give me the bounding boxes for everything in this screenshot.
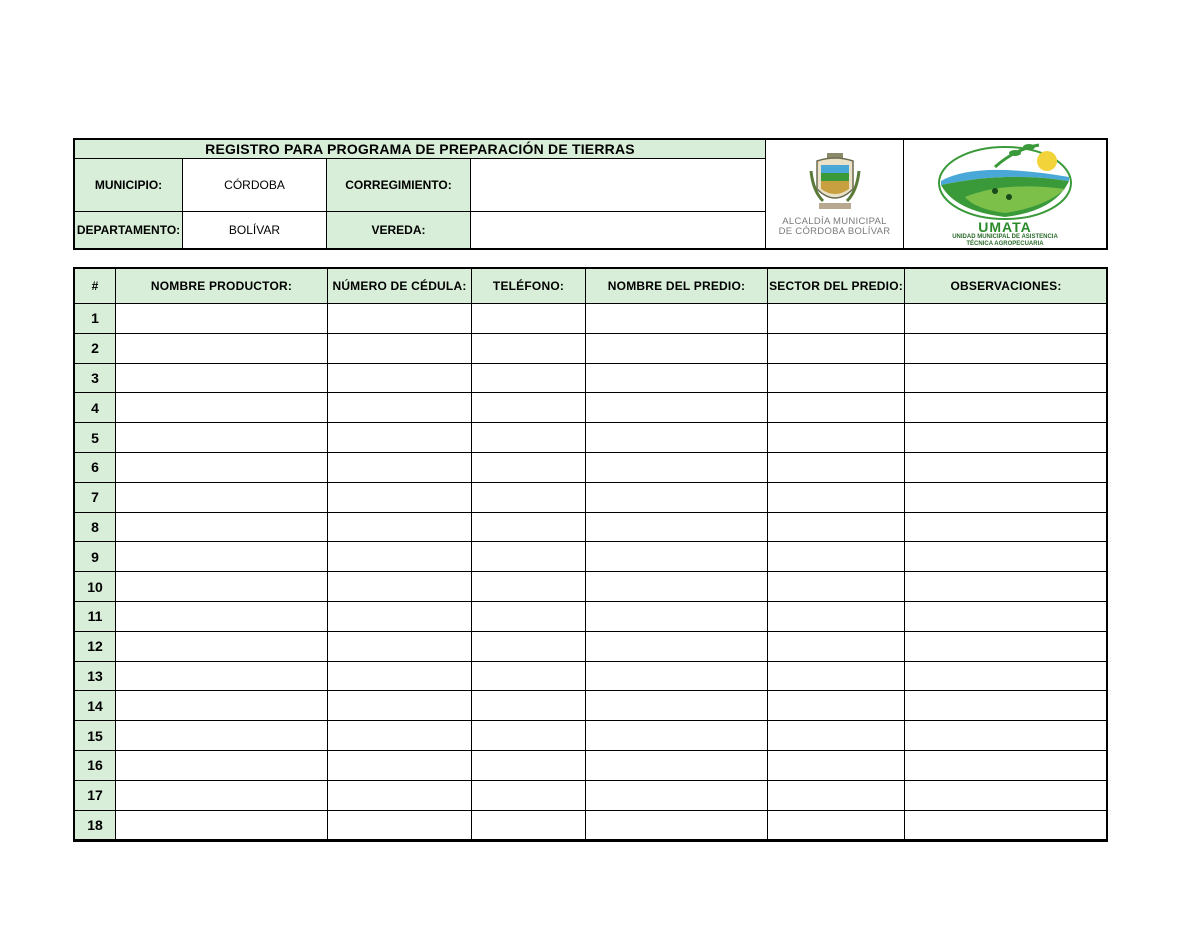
cell-property-sector[interactable] bbox=[768, 363, 905, 393]
cell-property-sector[interactable] bbox=[768, 780, 905, 810]
cell-phone[interactable] bbox=[472, 393, 586, 423]
cell-id-number[interactable] bbox=[328, 631, 472, 661]
cell-property-name[interactable] bbox=[586, 542, 768, 572]
cell-producer-name[interactable] bbox=[116, 542, 328, 572]
cell-property-name[interactable] bbox=[586, 810, 768, 840]
table-row bbox=[75, 452, 1108, 482]
row-number: 8 bbox=[75, 512, 116, 542]
cell-producer-name[interactable] bbox=[116, 512, 328, 542]
cell-property-name[interactable] bbox=[586, 512, 768, 542]
row-number: 11 bbox=[75, 601, 116, 631]
column-header-id-number: NÚMERO DE CÉDULA: bbox=[328, 269, 472, 304]
cell-observations[interactable] bbox=[905, 631, 1108, 661]
cell-phone[interactable] bbox=[472, 333, 586, 363]
cell-property-name[interactable] bbox=[586, 750, 768, 780]
cell-property-name[interactable] bbox=[586, 363, 768, 393]
table-row bbox=[75, 363, 1108, 393]
column-header-phone: TELÉFONO: bbox=[472, 269, 586, 304]
cell-observations[interactable] bbox=[905, 482, 1108, 512]
row-number: 15 bbox=[75, 721, 116, 751]
table-row bbox=[75, 423, 1108, 453]
table-row bbox=[75, 631, 1108, 661]
cell-property-sector[interactable] bbox=[768, 691, 905, 721]
row-number: 9 bbox=[75, 542, 116, 572]
departamento-label: DEPARTAMENTO: bbox=[74, 211, 183, 249]
cell-id-number[interactable] bbox=[328, 780, 472, 810]
cell-id-number[interactable] bbox=[328, 304, 472, 334]
cell-phone[interactable] bbox=[472, 304, 586, 334]
cell-id-number[interactable] bbox=[328, 512, 472, 542]
cell-observations[interactable] bbox=[905, 423, 1108, 453]
cell-observations[interactable] bbox=[905, 363, 1108, 393]
cell-producer-name[interactable] bbox=[116, 482, 328, 512]
row-number: 17 bbox=[75, 780, 116, 810]
row-number: 10 bbox=[75, 572, 116, 602]
cell-phone[interactable] bbox=[472, 363, 586, 393]
cell-phone[interactable] bbox=[472, 810, 586, 840]
cell-phone[interactable] bbox=[472, 721, 586, 751]
cell-property-sector[interactable] bbox=[768, 601, 905, 631]
table-row bbox=[75, 601, 1108, 631]
cell-id-number[interactable] bbox=[328, 452, 472, 482]
cell-producer-name[interactable] bbox=[116, 631, 328, 661]
departamento-value[interactable]: BOLÍVAR bbox=[182, 211, 327, 249]
alcaldia-logo-cell bbox=[765, 139, 904, 249]
cell-producer-name[interactable] bbox=[116, 601, 328, 631]
cell-property-name[interactable] bbox=[586, 601, 768, 631]
column-header-property-sector: SECTOR DEL PREDIO: bbox=[768, 269, 905, 304]
cell-observations[interactable] bbox=[905, 691, 1108, 721]
cell-phone[interactable] bbox=[472, 452, 586, 482]
corregimiento-label: CORREGIMIENTO: bbox=[326, 158, 471, 212]
table-row bbox=[75, 661, 1108, 691]
cell-id-number[interactable] bbox=[328, 333, 472, 363]
cell-property-sector[interactable] bbox=[768, 572, 905, 602]
cell-id-number[interactable] bbox=[328, 601, 472, 631]
cell-id-number[interactable] bbox=[328, 423, 472, 453]
row-number: 1 bbox=[75, 304, 116, 334]
cell-producer-name[interactable] bbox=[116, 572, 328, 602]
cell-property-name[interactable] bbox=[586, 482, 768, 512]
cell-property-sector[interactable] bbox=[768, 393, 905, 423]
column-header-observations: OBSERVACIONES: bbox=[905, 269, 1108, 304]
cell-producer-name[interactable] bbox=[116, 452, 328, 482]
alcaldia-logo-line1: ALCALDÍA MUNICIPAL bbox=[782, 216, 887, 227]
cell-observations[interactable] bbox=[905, 393, 1108, 423]
cell-observations[interactable] bbox=[905, 512, 1108, 542]
cell-observations[interactable] bbox=[905, 542, 1108, 572]
cell-id-number[interactable] bbox=[328, 810, 472, 840]
umata-logo-cell bbox=[903, 139, 1107, 249]
cell-property-name[interactable] bbox=[586, 333, 768, 363]
cell-observations[interactable] bbox=[905, 661, 1108, 691]
cell-observations[interactable] bbox=[905, 721, 1108, 751]
column-header-property-name: NOMBRE DEL PREDIO: bbox=[586, 269, 768, 304]
cell-producer-name[interactable] bbox=[116, 304, 328, 334]
cell-property-sector[interactable] bbox=[768, 423, 905, 453]
cell-id-number[interactable] bbox=[328, 572, 472, 602]
umata-logo-icon bbox=[935, 141, 1075, 221]
cell-producer-name[interactable] bbox=[116, 363, 328, 393]
umata-sub2: TÉCNICA AGROPECUARIA bbox=[966, 240, 1044, 247]
cell-id-number[interactable] bbox=[328, 363, 472, 393]
cell-property-sector[interactable] bbox=[768, 631, 905, 661]
cell-phone[interactable] bbox=[472, 542, 586, 572]
cell-observations[interactable] bbox=[905, 810, 1108, 840]
cell-property-name[interactable] bbox=[586, 304, 768, 334]
cell-property-name[interactable] bbox=[586, 423, 768, 453]
cell-observations[interactable] bbox=[905, 304, 1108, 334]
column-header-producer-name: NOMBRE PRODUCTOR: bbox=[116, 269, 328, 304]
cell-property-sector[interactable] bbox=[768, 542, 905, 572]
cell-phone[interactable] bbox=[472, 750, 586, 780]
cell-observations[interactable] bbox=[905, 333, 1108, 363]
cell-phone[interactable] bbox=[472, 423, 586, 453]
cell-property-name[interactable] bbox=[586, 572, 768, 602]
cell-property-sector[interactable] bbox=[768, 661, 905, 691]
cell-phone[interactable] bbox=[472, 512, 586, 542]
row-number: 3 bbox=[75, 363, 116, 393]
cell-observations[interactable] bbox=[905, 780, 1108, 810]
table-row bbox=[75, 750, 1108, 780]
cell-phone[interactable] bbox=[472, 601, 586, 631]
cell-producer-name[interactable] bbox=[116, 750, 328, 780]
row-number: 12 bbox=[75, 631, 116, 661]
cell-id-number[interactable] bbox=[328, 393, 472, 423]
table-row bbox=[75, 333, 1108, 363]
cell-producer-name[interactable] bbox=[116, 691, 328, 721]
cell-property-name[interactable] bbox=[586, 661, 768, 691]
cell-observations[interactable] bbox=[905, 452, 1108, 482]
row-number: 2 bbox=[75, 333, 116, 363]
table-header-row bbox=[75, 269, 1108, 304]
row-number: 7 bbox=[75, 482, 116, 512]
cell-property-name[interactable] bbox=[586, 631, 768, 661]
cell-phone[interactable] bbox=[472, 572, 586, 602]
cell-producer-name[interactable] bbox=[116, 661, 328, 691]
cell-property-sector[interactable] bbox=[768, 512, 905, 542]
column-header-number: # bbox=[75, 269, 116, 304]
cell-phone[interactable] bbox=[472, 482, 586, 512]
table-row bbox=[75, 810, 1108, 840]
cell-property-name[interactable] bbox=[586, 721, 768, 751]
cell-producer-name[interactable] bbox=[116, 721, 328, 751]
row-number: 5 bbox=[75, 423, 116, 453]
cell-phone[interactable] bbox=[472, 661, 586, 691]
cell-id-number[interactable] bbox=[328, 661, 472, 691]
coat-of-arms-icon bbox=[809, 151, 861, 213]
row-number: 6 bbox=[75, 452, 116, 482]
corregimiento-value[interactable] bbox=[470, 158, 766, 212]
umata-sub1: UNIDAD MUNICIPAL DE ASISTENCIA bbox=[952, 233, 1058, 240]
cell-id-number[interactable] bbox=[328, 482, 472, 512]
table-row bbox=[75, 691, 1108, 721]
cell-observations[interactable] bbox=[905, 750, 1108, 780]
cell-id-number[interactable] bbox=[328, 542, 472, 572]
row-number: 13 bbox=[75, 661, 116, 691]
cell-producer-name[interactable] bbox=[116, 393, 328, 423]
cell-property-sector[interactable] bbox=[768, 750, 905, 780]
vereda-label: VEREDA: bbox=[326, 211, 471, 249]
cell-id-number[interactable] bbox=[328, 691, 472, 721]
table-row bbox=[75, 512, 1108, 542]
cell-property-sector[interactable] bbox=[768, 452, 905, 482]
cell-observations[interactable] bbox=[905, 572, 1108, 602]
municipio-value[interactable]: CÓRDOBA bbox=[182, 158, 327, 212]
table-row bbox=[75, 572, 1108, 602]
cell-phone[interactable] bbox=[472, 631, 586, 661]
cell-producer-name[interactable] bbox=[116, 423, 328, 453]
cell-property-sector[interactable] bbox=[768, 482, 905, 512]
row-number: 18 bbox=[75, 810, 116, 840]
row-number: 16 bbox=[75, 750, 116, 780]
cell-phone[interactable] bbox=[472, 780, 586, 810]
cell-property-sector[interactable] bbox=[768, 304, 905, 334]
cell-producer-name[interactable] bbox=[116, 780, 328, 810]
cell-property-name[interactable] bbox=[586, 691, 768, 721]
cell-observations[interactable] bbox=[905, 601, 1108, 631]
cell-producer-name[interactable] bbox=[116, 810, 328, 840]
registration-table bbox=[74, 268, 1108, 840]
vereda-value[interactable] bbox=[470, 211, 766, 249]
cell-id-number[interactable] bbox=[328, 721, 472, 751]
form-title: REGISTRO PARA PROGRAMA DE PREPARACIÓN DE TIERRAS bbox=[74, 139, 766, 159]
umata-name: UMATA bbox=[978, 218, 1032, 235]
table-row bbox=[75, 721, 1108, 751]
table-row bbox=[75, 393, 1108, 423]
cell-producer-name[interactable] bbox=[116, 333, 328, 363]
cell-property-name[interactable] bbox=[586, 780, 768, 810]
cell-property-name[interactable] bbox=[586, 393, 768, 423]
municipio-label: MUNICIPIO: bbox=[74, 158, 183, 212]
table-row bbox=[75, 482, 1108, 512]
cell-phone[interactable] bbox=[472, 691, 586, 721]
cell-property-sector[interactable] bbox=[768, 333, 905, 363]
alcaldia-logo-line2: DE CÓRDOBA BOLÍVAR bbox=[778, 226, 891, 237]
table-row bbox=[75, 780, 1108, 810]
row-number: 4 bbox=[75, 393, 116, 423]
table-row bbox=[75, 542, 1108, 572]
table-row bbox=[75, 304, 1108, 334]
cell-property-sector[interactable] bbox=[768, 810, 905, 840]
cell-id-number[interactable] bbox=[328, 750, 472, 780]
row-number: 14 bbox=[75, 691, 116, 721]
cell-property-name[interactable] bbox=[586, 452, 768, 482]
cell-property-sector[interactable] bbox=[768, 721, 905, 751]
